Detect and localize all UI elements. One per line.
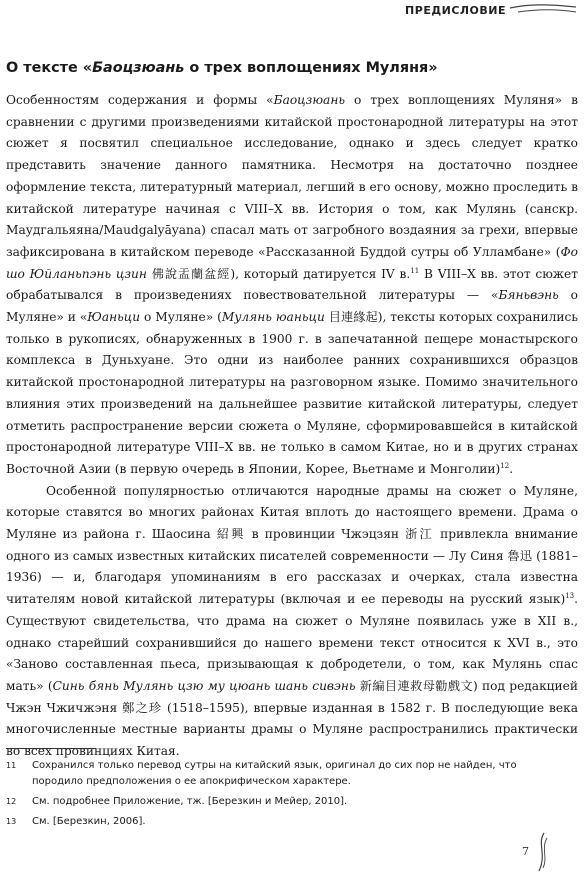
text-run: 目連緣起), тексты которых сохранились только в рукописях, обнаруженных в 1900 г. в запечатанной пещере монастырского комплекса в Дуньхуане. Это одни из наиболее ранних сохранившихся образцов китайской простонародной литературы на разговорном языке. Помимо значительного влияния этих произведений на дальнейшее развитие китайской литературы, следует отметить распространение версии сюжета о Муляне, сформировавшейся в китайской простонародной литературе VIII–X вв. не только в самом Китае, но и в других странах Восточной Азии (в первую очередь в Японии, Корее, Вьетнаме и Монголии)	[6, 310, 579, 476]
running-header	[0, 0, 586, 40]
footnote-ref-13[interactable]: 13	[565, 592, 575, 601]
heading-prefix: О тексте «	[6, 60, 93, 76]
footnote-text: См. подробнее Приложение, тж. [Березкин и Мейер, 2010].	[32, 796, 348, 807]
text-run: Особенной популярностью отличаются народные драмы на сюжет о Муляне, которые ставятся во многих районах Китая вплоть до настоящего времени. Драма о Муляне из района г. Шаосина 紹興 в провинции Чжэцзян 浙江 привлекла внимание одного из самых известных китайских писателей современности — Лу Синя 魯迅 (1881–1936) — и, благодаря упоминаниям в его рассказах и очерках, стала известна читателям новой китайской литературы (включая и ее переводы на русский язык)	[6, 483, 578, 607]
text-run-italic: Баоцзюань	[273, 93, 345, 107]
text-run: .	[509, 461, 514, 476]
footnotes	[6, 758, 566, 834]
heading-italic: Баоцзюань	[92, 60, 185, 76]
footnote-divider	[6, 748, 96, 749]
heading-suffix: о трех воплощениях Муляня»	[184, 60, 438, 76]
footnote-13	[6, 814, 566, 830]
text-run: о Муляне» и «	[6, 288, 579, 325]
text-run-italic: Бяньвэнь	[498, 288, 559, 303]
footnote-12	[6, 794, 566, 810]
text-run-italic: Синь бянь Мулянь цзю му цюань шань сивэнь	[52, 678, 356, 693]
text-run: о Муляне» (	[140, 310, 222, 325]
paragraph-1	[6, 90, 578, 481]
footnote-number: 12	[6, 797, 17, 806]
footnote-text: Сохранился только перевод сутры на китайский язык, оригинал до сих пор не найден, что породило предположения о ее апокрифическом характере.	[32, 760, 517, 787]
footnote-number: 11	[6, 761, 17, 770]
footnote-ref-12[interactable]: 12	[500, 461, 510, 470]
footnote-11	[6, 758, 566, 790]
page-swash-ornament	[535, 832, 549, 872]
text-run-italic: Мулянь юаньци	[221, 310, 325, 325]
running-title: ПРЕДИСЛОВИЕ	[405, 4, 506, 17]
header-swash-ornament	[508, 2, 578, 18]
text-run: 佛說盂蘭盆經), который датируется IV в.	[146, 266, 411, 281]
footnote-text: См. [Березкин, 2006].	[32, 816, 146, 827]
text-run: 新編目連救母勸戲文) под редакцией Чжэн Чжичжэня 鄭之珍 (1518–1595), впервые изданная в 1582 г. В последующие века многочисленные местные варианты драмы о Муляне распространились практически во всех провинциях Китая.	[6, 678, 578, 759]
text-run: о трех воплощениях Муляня» в сравнении с другими произведениями китайской простонародной литературы на этот сюжет я посвятил специальное исследование, однако и здесь следует кратко представить значение данного памятника. Несмотря на достаточно позднее оформление текста, литературный материал, легший в его основу, можно проследить в китайской литературе начиная с VIII–X вв. История о том, как Мулянь (санскр. Маудгальяяна/Maudgalyāyana) спасал мать от загробного воздаяния за грехи, впервые зафиксирована в китайском переводе «Рассказанной Буддой сутры об Улламбане» (	[6, 93, 578, 259]
text-run-italic: Юаньци	[87, 310, 141, 325]
text-run: В VIII–X вв. этот сюжет обрабатывался в произведениях повествовательной литературы — «	[6, 266, 578, 303]
footnote-ref-11[interactable]: 11	[410, 266, 420, 275]
text-run: Особенностям содержания и формы «	[6, 93, 274, 107]
main-content	[6, 58, 578, 763]
text-run: . Существуют свидетельства, что драма на сюжет о Муляне появилась уже в XII в., однако старейший сохранившийся до нашего времени текст относится к XVI в., это «Заново составленная пьеса, призывающая к добродетели, о том, как Мулянь спас мать» (	[6, 592, 578, 693]
page-number: 7	[522, 845, 529, 858]
footnote-number: 13	[6, 817, 17, 826]
text-run-italic: Фо шо Юйланьпэнь цзин	[6, 244, 578, 281]
section-heading	[6, 58, 578, 78]
paragraph-2	[6, 481, 578, 763]
